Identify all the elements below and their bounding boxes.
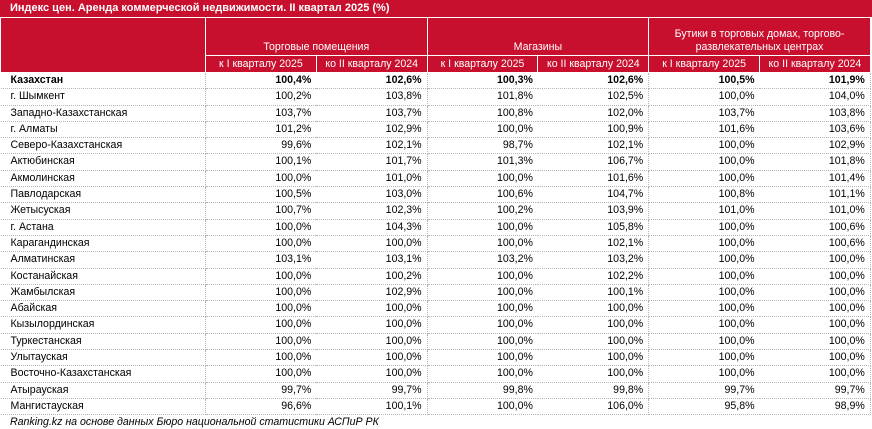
value-cell: 100,0% [427, 284, 538, 300]
value-cell: 100,0% [427, 235, 538, 251]
value-cell: 103,9% [538, 203, 649, 219]
value-cell: 100,0% [427, 333, 538, 349]
region-name-cell: Павлодарская [1, 187, 206, 203]
value-cell: 102,1% [538, 235, 649, 251]
table-row [1, 235, 871, 251]
table-body [1, 73, 871, 415]
value-cell: 101,0% [316, 170, 427, 186]
value-cell: 100,0% [760, 268, 871, 284]
region-name-cell: Атырауская [1, 382, 206, 398]
region-name-cell: Западно-Казахстанская [1, 105, 206, 121]
value-cell: 103,8% [760, 105, 871, 121]
value-cell: 101,2% [206, 121, 317, 137]
value-cell: 100,0% [760, 284, 871, 300]
value-cell: 102,9% [760, 138, 871, 154]
value-cell: 99,6% [206, 138, 317, 154]
value-cell: 103,8% [316, 89, 427, 105]
value-cell: 100,0% [649, 366, 760, 382]
value-cell: 103,0% [316, 187, 427, 203]
value-cell: 100,0% [649, 284, 760, 300]
subheader-q2-2024: ко II кварталу 2024 [538, 56, 649, 73]
value-cell: 101,6% [649, 121, 760, 137]
value-cell: 100,0% [316, 333, 427, 349]
table-row [1, 333, 871, 349]
table-row [1, 219, 871, 235]
value-cell: 100,0% [760, 301, 871, 317]
value-cell: 100,0% [316, 317, 427, 333]
value-cell: 100,0% [649, 301, 760, 317]
value-cell: 100,0% [427, 398, 538, 414]
value-cell: 100,0% [206, 235, 317, 251]
table-row [1, 284, 871, 300]
value-cell: 100,0% [206, 366, 317, 382]
value-cell: 100,1% [206, 154, 317, 170]
table-row [1, 73, 871, 89]
value-cell: 98,9% [760, 398, 871, 414]
value-cell: 102,9% [316, 284, 427, 300]
value-cell: 100,5% [649, 73, 760, 89]
value-cell: 101,8% [760, 154, 871, 170]
value-cell: 100,0% [427, 301, 538, 317]
value-cell: 100,0% [649, 268, 760, 284]
value-cell: 102,3% [316, 203, 427, 219]
value-cell: 102,6% [538, 73, 649, 89]
value-cell: 100,0% [427, 317, 538, 333]
value-cell: 100,0% [538, 366, 649, 382]
table-row [1, 170, 871, 186]
value-cell: 101,8% [427, 89, 538, 105]
region-name-cell: Северо-Казахстанская [1, 138, 206, 154]
region-name-cell: Мангистауская [1, 398, 206, 414]
table-row [1, 154, 871, 170]
value-cell: 100,0% [427, 170, 538, 186]
value-cell: 102,9% [316, 121, 427, 137]
value-cell: 102,5% [538, 89, 649, 105]
value-cell: 103,2% [427, 252, 538, 268]
region-name-cell: Алматинская [1, 252, 206, 268]
value-cell: 100,0% [316, 301, 427, 317]
value-cell: 100,0% [206, 284, 317, 300]
value-cell: 100,0% [760, 350, 871, 366]
value-cell: 100,0% [649, 350, 760, 366]
value-cell: 100,0% [538, 350, 649, 366]
value-cell: 100,0% [427, 121, 538, 137]
value-cell: 102,0% [538, 105, 649, 121]
group-header-boutiques-label: Бутики в торговых домах, торгово-развлекательных центрах [674, 28, 845, 53]
value-cell: 101,6% [538, 170, 649, 186]
subheader-q1-2025: к I кварталу 2025 [649, 56, 760, 73]
region-name-cell: Кызылординская [1, 317, 206, 333]
value-cell: 100,0% [649, 170, 760, 186]
value-cell: 100,0% [649, 138, 760, 154]
region-name-cell: Жетысуская [1, 203, 206, 219]
value-cell: 100,6% [427, 187, 538, 203]
value-cell: 100,3% [427, 73, 538, 89]
group-header-shops: Магазины [427, 18, 649, 56]
table-row [1, 317, 871, 333]
value-cell: 100,0% [206, 219, 317, 235]
region-name-cell: Восточно-Казахстанская [1, 366, 206, 382]
value-cell: 100,4% [206, 73, 317, 89]
value-cell: 100,2% [427, 203, 538, 219]
table-row [1, 203, 871, 219]
value-cell: 103,6% [760, 121, 871, 137]
value-cell: 99,7% [316, 382, 427, 398]
value-cell: 103,7% [316, 105, 427, 121]
value-cell: 105,8% [538, 219, 649, 235]
value-cell: 100,0% [649, 317, 760, 333]
region-name-cell: Актюбинская [1, 154, 206, 170]
region-name-cell: Жамбылская [1, 284, 206, 300]
value-cell: 100,0% [427, 219, 538, 235]
value-cell: 100,0% [760, 252, 871, 268]
value-cell: 100,9% [538, 121, 649, 137]
value-cell: 96,6% [206, 398, 317, 414]
table-row [1, 366, 871, 382]
value-cell: 100,0% [206, 350, 317, 366]
value-cell: 100,2% [206, 89, 317, 105]
value-cell: 103,2% [538, 252, 649, 268]
value-cell: 99,8% [538, 382, 649, 398]
table-title: Индекс цен. Аренда коммерческой недвижимости. II квартал 2025 (%) [0, 0, 872, 17]
value-cell: 100,0% [538, 317, 649, 333]
value-cell: 99,7% [206, 382, 317, 398]
value-cell: 104,0% [760, 89, 871, 105]
region-name-cell: Карагандинская [1, 235, 206, 251]
region-name-cell: Казахстан [1, 73, 206, 89]
region-name-cell: г. Алматы [1, 121, 206, 137]
value-cell: 101,4% [760, 170, 871, 186]
table-row [1, 382, 871, 398]
value-cell: 95,8% [649, 398, 760, 414]
value-cell: 101,9% [760, 73, 871, 89]
value-cell: 100,0% [760, 366, 871, 382]
value-cell: 100,0% [427, 366, 538, 382]
table-row [1, 350, 871, 366]
value-cell: 102,2% [538, 268, 649, 284]
value-cell: 106,7% [538, 154, 649, 170]
value-cell: 100,0% [649, 219, 760, 235]
subheader-q2-2024: ко II кварталу 2024 [760, 56, 871, 73]
value-cell: 100,5% [206, 187, 317, 203]
source-note: Ranking.kz на основе данных Бюро национальной статистики АСПиР РК [10, 416, 379, 429]
table-row [1, 89, 871, 105]
value-cell: 101,1% [760, 187, 871, 203]
value-cell: 100,0% [316, 350, 427, 366]
table-row [1, 187, 871, 203]
value-cell: 99,8% [427, 382, 538, 398]
table-row [1, 121, 871, 137]
value-cell: 103,1% [316, 252, 427, 268]
table-row [1, 301, 871, 317]
subheader-q1-2025: к I кварталу 2025 [206, 56, 317, 73]
value-cell: 102,1% [316, 138, 427, 154]
region-name-cell: Туркестанская [1, 333, 206, 349]
price-index-table [0, 17, 871, 415]
value-cell: 100,0% [760, 333, 871, 349]
region-name-cell: г. Шымкент [1, 89, 206, 105]
table-row [1, 105, 871, 121]
table-row [1, 138, 871, 154]
subheader-q1-2025: к I кварталу 2025 [427, 56, 538, 73]
value-cell: 103,7% [649, 105, 760, 121]
region-name-cell: г. Астана [1, 219, 206, 235]
value-cell: 101,7% [316, 154, 427, 170]
subheader-q2-2024: ко II кварталу 2024 [316, 56, 427, 73]
value-cell: 106,0% [538, 398, 649, 414]
value-cell: 102,6% [316, 73, 427, 89]
value-cell: 103,1% [206, 252, 317, 268]
value-cell: 100,7% [206, 203, 317, 219]
region-name-cell: Абайская [1, 301, 206, 317]
value-cell: 100,0% [206, 301, 317, 317]
value-cell: 100,0% [206, 333, 317, 349]
region-name-cell: Акмолинская [1, 170, 206, 186]
value-cell: 99,7% [760, 382, 871, 398]
value-cell: 104,7% [538, 187, 649, 203]
value-cell: 100,0% [649, 333, 760, 349]
value-cell: 100,6% [760, 219, 871, 235]
value-cell: 100,0% [206, 170, 317, 186]
value-cell: 100,0% [427, 268, 538, 284]
table-row [1, 252, 871, 268]
value-cell: 100,0% [206, 317, 317, 333]
region-header-cell [1, 18, 206, 73]
value-cell: 101,0% [760, 203, 871, 219]
value-cell: 100,0% [316, 235, 427, 251]
value-cell: 100,1% [538, 284, 649, 300]
group-header-boutiques [649, 18, 871, 56]
value-cell: 100,0% [427, 350, 538, 366]
value-cell: 100,0% [649, 252, 760, 268]
value-cell: 100,8% [427, 105, 538, 121]
region-name-cell: Улытауская [1, 350, 206, 366]
value-cell: 103,7% [206, 105, 317, 121]
value-cell: 102,1% [538, 138, 649, 154]
value-cell: 100,0% [649, 154, 760, 170]
value-cell: 104,3% [316, 219, 427, 235]
value-cell: 100,0% [649, 235, 760, 251]
value-cell: 101,0% [649, 203, 760, 219]
table-row [1, 398, 871, 414]
value-cell: 98,7% [427, 138, 538, 154]
value-cell: 100,2% [316, 268, 427, 284]
value-cell: 100,0% [538, 333, 649, 349]
value-cell: 100,6% [760, 235, 871, 251]
group-header-retail-premises: Торговые помещения [206, 18, 428, 56]
table-row [1, 268, 871, 284]
region-name-cell: Костанайская [1, 268, 206, 284]
value-cell: 100,1% [316, 398, 427, 414]
value-cell: 99,7% [649, 382, 760, 398]
value-cell: 100,8% [649, 187, 760, 203]
value-cell: 100,0% [206, 268, 317, 284]
value-cell: 101,3% [427, 154, 538, 170]
value-cell: 100,0% [316, 366, 427, 382]
value-cell: 100,0% [760, 317, 871, 333]
value-cell: 100,0% [538, 301, 649, 317]
value-cell: 100,0% [649, 89, 760, 105]
